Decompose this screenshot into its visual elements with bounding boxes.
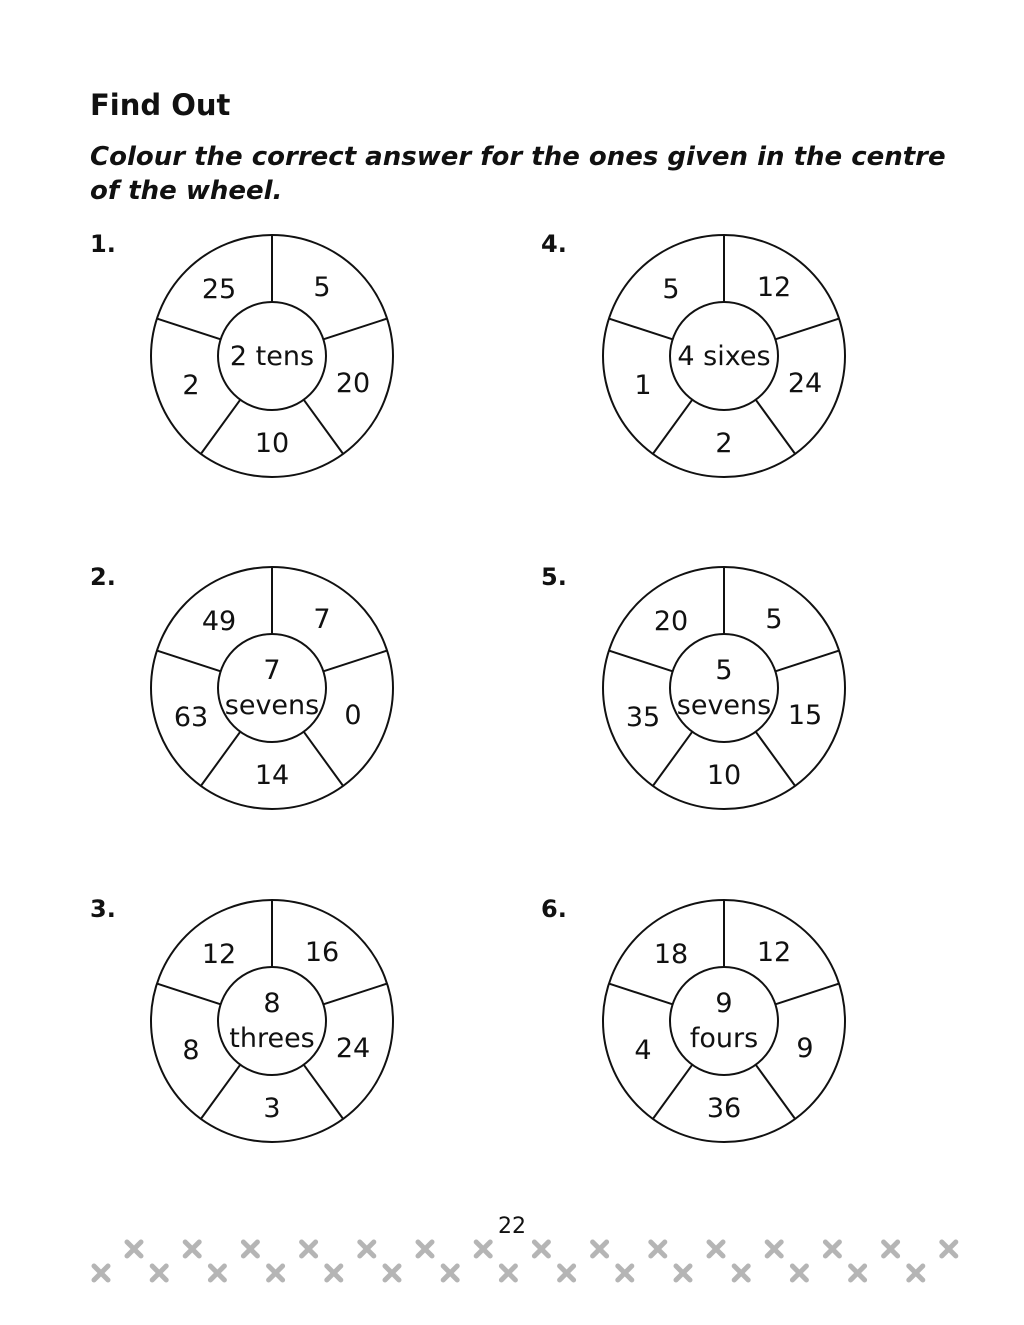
wheel-segment[interactable]: 24 bbox=[787, 368, 823, 399]
wheel-center-label: sevens bbox=[676, 690, 772, 721]
wheel-segment[interactable]: 24 bbox=[335, 1033, 371, 1064]
wheel-segment[interactable]: 35 bbox=[625, 702, 661, 733]
wheel-segment[interactable]: 2 bbox=[715, 428, 733, 459]
wheel-segment[interactable]: 12 bbox=[756, 937, 792, 968]
wheel-segment[interactable]: 5 bbox=[313, 272, 331, 303]
wheel-segment[interactable]: 20 bbox=[653, 606, 689, 637]
answer-wheel-4 bbox=[599, 231, 849, 481]
x-cross-icon bbox=[825, 1242, 839, 1256]
question-number: 1. bbox=[90, 230, 116, 258]
instruction-text: Colour the correct answer for the ones given in the centre of the wheel. bbox=[90, 142, 946, 206]
wheel-center-label: threes bbox=[229, 1023, 315, 1054]
question-number: 2. bbox=[90, 563, 116, 591]
x-cross-icon bbox=[618, 1266, 632, 1280]
x-cross-icon bbox=[709, 1242, 723, 1256]
question-number: 3. bbox=[90, 895, 116, 923]
x-cross-icon bbox=[243, 1242, 257, 1256]
x-cross-icon bbox=[534, 1242, 548, 1256]
wheel-segment[interactable]: 25 bbox=[201, 274, 237, 305]
x-cross-icon bbox=[909, 1266, 923, 1280]
wheel-segment[interactable]: 15 bbox=[787, 700, 823, 731]
wheel-center-label: 5 bbox=[715, 655, 733, 686]
wheel-segment[interactable]: 12 bbox=[201, 939, 237, 970]
x-cross-icon bbox=[942, 1242, 956, 1256]
wheel-segment[interactable]: 5 bbox=[765, 604, 783, 635]
decorative-border bbox=[0, 1230, 1024, 1290]
x-cross-icon bbox=[851, 1266, 865, 1280]
wheel-center-label: 7 bbox=[263, 655, 281, 686]
answer-wheel-5 bbox=[599, 563, 849, 813]
x-cross-icon bbox=[385, 1266, 399, 1280]
wheel-segment[interactable]: 14 bbox=[254, 760, 290, 791]
page-heading: Find Out bbox=[90, 88, 231, 122]
x-cross-icon bbox=[792, 1266, 806, 1280]
x-cross-icon bbox=[360, 1242, 374, 1256]
x-cross-icon bbox=[185, 1242, 199, 1256]
x-cross-icon bbox=[210, 1266, 224, 1280]
x-cross-icon bbox=[767, 1242, 781, 1256]
x-cross-icon bbox=[443, 1266, 457, 1280]
wheel-segment[interactable]: 0 bbox=[344, 700, 362, 731]
wheel-segment[interactable]: 2 bbox=[182, 370, 200, 401]
wheel-center-label: 9 bbox=[715, 988, 733, 1019]
wheel-center-label: sevens bbox=[224, 690, 320, 721]
wheel-segment[interactable]: 7 bbox=[313, 604, 331, 635]
x-cross-icon bbox=[476, 1242, 490, 1256]
x-cross-icon bbox=[676, 1266, 690, 1280]
x-cross-icon bbox=[327, 1266, 341, 1280]
x-cross-icon bbox=[152, 1266, 166, 1280]
x-cross-icon bbox=[418, 1242, 432, 1256]
wheel-segment[interactable]: 10 bbox=[254, 428, 290, 459]
wheel-segment[interactable]: 49 bbox=[201, 606, 237, 637]
wheel-segment[interactable]: 63 bbox=[173, 702, 209, 733]
wheel-segment[interactable]: 4 bbox=[634, 1035, 652, 1066]
wheel-segment[interactable]: 1 bbox=[634, 370, 652, 401]
answer-wheel-2 bbox=[147, 563, 397, 813]
wheel-center-label: 8 bbox=[263, 988, 281, 1019]
x-cross-icon bbox=[94, 1266, 108, 1280]
question-number: 5. bbox=[541, 563, 567, 591]
question-number: 4. bbox=[541, 230, 567, 258]
x-cross-icon bbox=[269, 1266, 283, 1280]
wheel-segment[interactable]: 18 bbox=[653, 939, 689, 970]
x-cross-icon bbox=[884, 1242, 898, 1256]
wheel-segment[interactable]: 36 bbox=[706, 1093, 742, 1124]
wheel-segment[interactable]: 3 bbox=[263, 1093, 281, 1124]
wheel-segment[interactable]: 5 bbox=[662, 274, 680, 305]
answer-wheel-1 bbox=[147, 231, 397, 481]
question-number: 6. bbox=[541, 895, 567, 923]
x-cross-icon bbox=[734, 1266, 748, 1280]
wheel-segment[interactable]: 8 bbox=[182, 1035, 200, 1066]
wheel-center-label: fours bbox=[689, 1023, 759, 1054]
x-cross-icon bbox=[302, 1242, 316, 1256]
answer-wheel-3 bbox=[147, 896, 397, 1146]
answer-wheel-6 bbox=[599, 896, 849, 1146]
wheel-segment[interactable]: 10 bbox=[706, 760, 742, 791]
wheel-segment[interactable]: 12 bbox=[756, 272, 792, 303]
wheel-center-label: 2 tens bbox=[229, 341, 315, 372]
wheel-segment[interactable]: 20 bbox=[335, 368, 371, 399]
x-cross-icon bbox=[560, 1266, 574, 1280]
x-cross-icon bbox=[651, 1242, 665, 1256]
wheel-segment[interactable]: 9 bbox=[796, 1033, 814, 1064]
x-cross-icon bbox=[593, 1242, 607, 1256]
x-cross-icon bbox=[127, 1242, 141, 1256]
x-cross-icon bbox=[501, 1266, 515, 1280]
wheel-segment[interactable]: 16 bbox=[304, 937, 340, 968]
wheel-center-label: 4 sixes bbox=[677, 341, 771, 372]
page-number: 22 bbox=[498, 1214, 526, 1239]
